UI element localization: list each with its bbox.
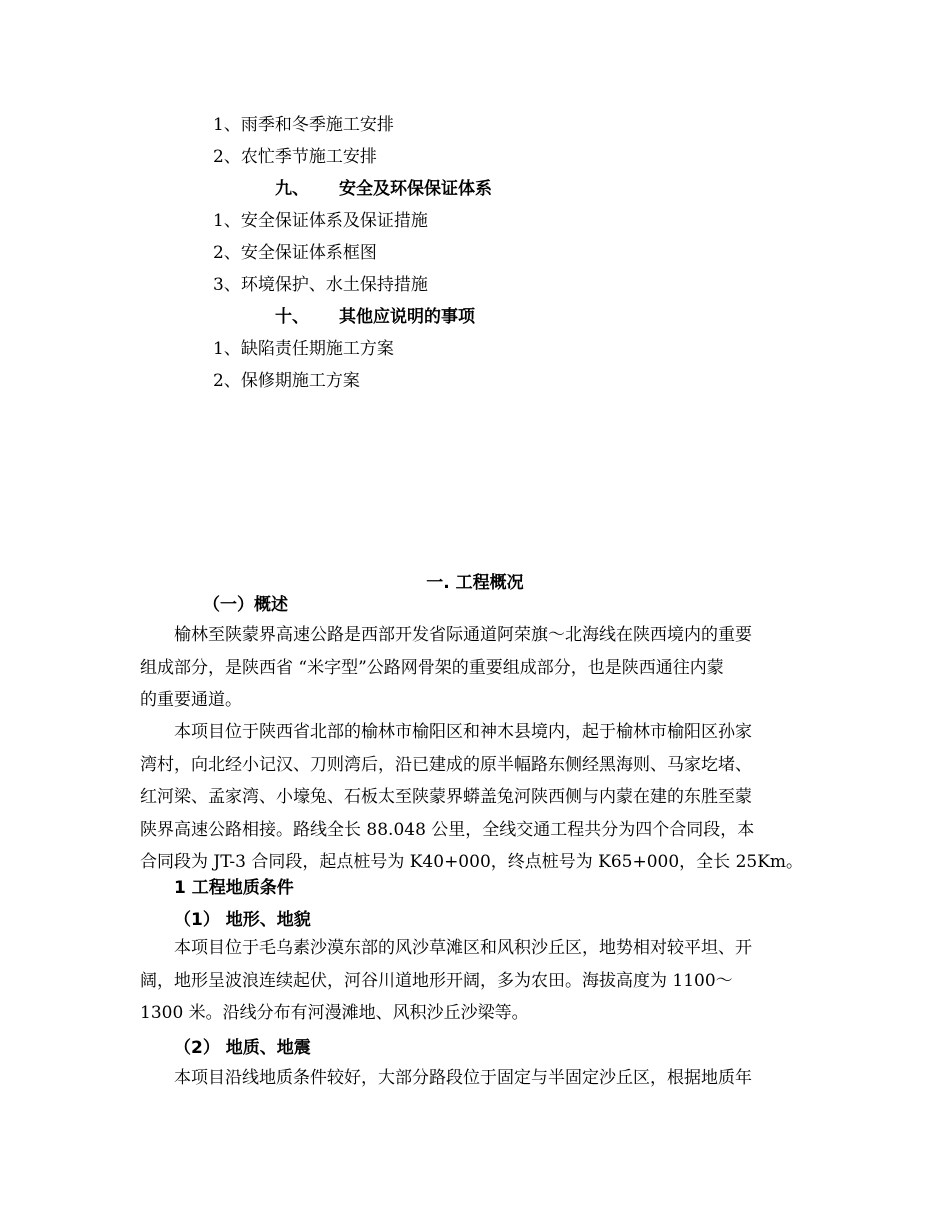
toc-item: 1、雨季和冬季施工安排 [213,115,394,135]
toc-section-heading [275,307,475,327]
paragraph-line: 本项目位于陕西省北部的榆林市榆阳区和神木县境内，起于榆林市榆阳区孙家 [174,722,752,742]
paragraph [140,1062,812,1095]
paragraph-line: 组成部分，是陕西省 “米字型”公路网骨架的重要组成部分，也是陕西通往内蒙 [140,657,724,678]
toc-item: 1、缺陷责任期施工方案 [213,339,394,359]
section-title: 安全及环保保证体系 [339,179,492,199]
paragraph-line: 红河梁、孟家湾、小壕兔、石板太至陕蒙界蟒盖兔河陕西侧与内蒙在建的东胜至蒙 [140,787,752,807]
paragraph-line: 陕界高速公路相接。路线全长 88.048 公里，全线交通工程共分为四个合同段，本 [140,819,755,840]
paragraph-line: 榆林至陕蒙界高速公路是西部开发省际通道阿荣旗～北海线在陕西境内的重要 [174,625,752,645]
paragraph [140,932,812,1030]
chapter-title: 一. 工程概况 [426,573,524,593]
toc-section-heading [275,179,492,199]
paragraph-line: 湾村，向北经小记汉、刀则湾后，沿已建成的原半幅路东侧经黑海则、马家圪堵、 [140,754,752,775]
subsection-heading: （2） 地质、地震 [174,1038,311,1058]
subsection-heading: （1） 地形、地貌 [174,910,311,930]
paragraph-line: 本项目位于毛乌素沙漠东部的风沙草滩区和风积沙丘区，地势相对较平坦、开 [174,938,752,958]
paragraph-line: 本项目沿线地质条件较好，大部分路段位于固定与半固定沙丘区，根据地质年 [174,1068,752,1088]
paragraph-line: 阔，地形呈波浪连续起伏，河谷川道地形开阔，多为农田。海拔高度为 1100～ [140,970,733,991]
section-number: 九、 [275,179,309,199]
toc-item: 3、环境保护、水土保持措施 [213,275,428,295]
toc-item: 2、保修期施工方案 [213,371,360,391]
paragraph [140,619,812,717]
paragraph-line: 1300 米。沿线分布有河漫滩地、风积沙丘沙梁等。 [140,1003,529,1023]
toc-item: 1、安全保证体系及保证措施 [213,211,428,231]
toc-item: 2、安全保证体系框图 [213,243,377,263]
section-number: 十、 [275,307,309,327]
subsection-heading: （一）概述 [203,595,288,615]
subsection-heading: 1 工程地质条件 [174,878,294,898]
toc-item: 2、农忙季节施工安排 [213,147,377,167]
paragraph [140,716,812,879]
paragraph-line: 的重要通道。 [140,690,242,710]
paragraph-line: 合同段为 JT-3 合同段，起点桩号为 K40+000，终点桩号为 K65+000，全长 25Km。 [140,852,804,872]
section-title: 其他应说明的事项 [339,307,475,327]
